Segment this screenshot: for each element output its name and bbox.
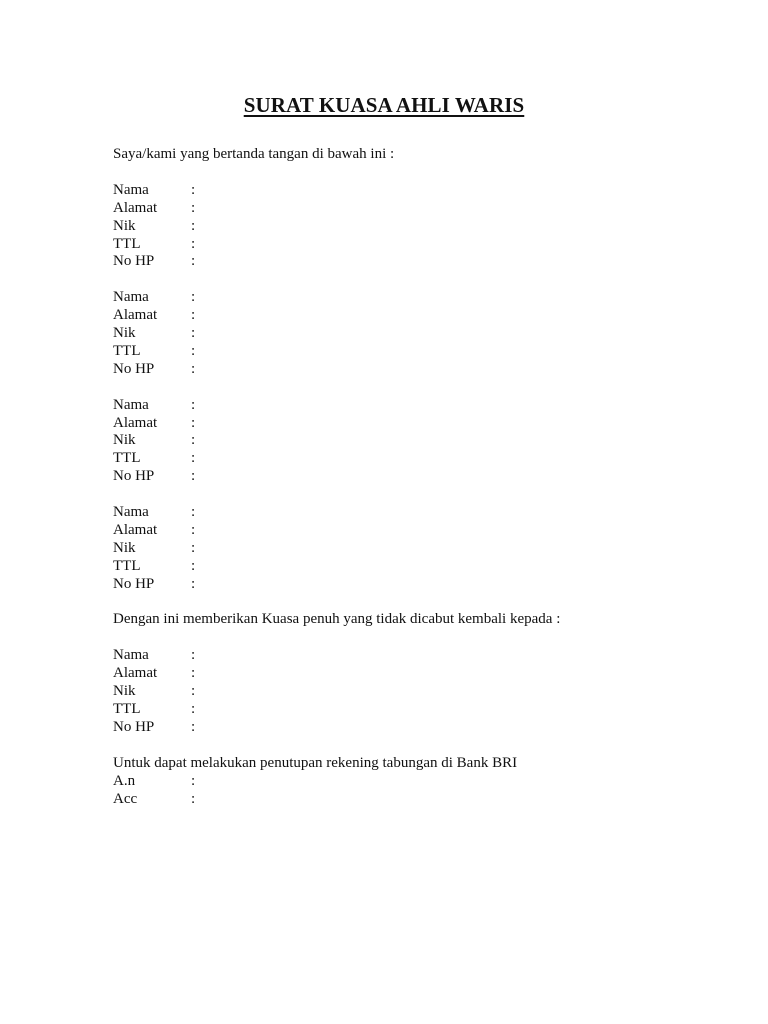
field-separator: :	[191, 342, 196, 359]
field-label: No HP	[113, 575, 155, 592]
field-separator: :	[191, 790, 196, 807]
field-row	[113, 432, 673, 450]
field-separator: :	[191, 683, 196, 700]
field-label: TTL	[113, 342, 141, 359]
field-row	[113, 218, 673, 236]
field-label: Nama	[113, 396, 149, 413]
field-label: Nik	[113, 217, 136, 234]
field-label: Nik	[113, 432, 136, 449]
field-label: No HP	[113, 360, 155, 377]
account-block	[113, 773, 673, 809]
field-separator: :	[191, 414, 196, 431]
field-separator: :	[191, 701, 196, 717]
field-row	[113, 468, 673, 486]
grantor-block	[113, 289, 673, 379]
field-label: Alamat	[113, 307, 158, 324]
field-separator: :	[191, 557, 196, 574]
field-label: No HP	[113, 718, 155, 735]
field-row	[113, 701, 673, 719]
field-row	[113, 576, 673, 594]
field-separator: :	[191, 199, 196, 216]
field-row	[113, 182, 673, 200]
field-separator: :	[191, 253, 196, 270]
field-row	[113, 683, 673, 701]
field-label: Alamat	[113, 665, 158, 682]
field-row	[113, 773, 673, 791]
field-row	[113, 647, 673, 665]
field-label: No HP	[113, 468, 155, 485]
field-separator: :	[191, 772, 196, 789]
purpose-text: Untuk dapat melakukan penutupan rekening tabungan di Bank BRI	[113, 754, 518, 771]
field-separator: :	[191, 432, 196, 449]
field-label: TTL	[113, 450, 141, 467]
field-row	[113, 361, 673, 379]
grant-statement: Dengan ini memberikan Kuasa penuh yang tidak dicabut kembali kepada :	[113, 611, 561, 628]
field-label: Alamat	[113, 414, 158, 431]
field-label: Acc	[113, 790, 138, 807]
field-label: No HP	[113, 253, 155, 270]
field-row	[113, 343, 673, 361]
field-row	[113, 719, 673, 737]
field-separator: :	[191, 360, 196, 377]
field-separator: :	[191, 325, 196, 342]
field-label: TTL	[113, 701, 141, 717]
field-separator: :	[191, 396, 196, 413]
field-separator: :	[191, 181, 196, 198]
field-row	[113, 307, 673, 325]
field-separator: :	[191, 289, 196, 306]
grantor-block	[113, 182, 673, 272]
field-separator: :	[191, 235, 196, 252]
intro-text: Saya/kami yang bertanda tangan di bawah ini :	[113, 146, 395, 162]
grantee-block	[113, 647, 673, 737]
field-row	[113, 415, 673, 433]
field-separator: :	[191, 468, 196, 485]
field-row	[113, 558, 673, 576]
field-separator: :	[191, 718, 196, 735]
field-label: Nik	[113, 683, 136, 700]
field-row	[113, 522, 673, 540]
field-separator: :	[191, 665, 196, 682]
field-separator: :	[191, 217, 196, 234]
field-label: Alamat	[113, 199, 158, 216]
field-separator: :	[191, 307, 196, 324]
field-row	[113, 665, 673, 683]
field-label: TTL	[113, 235, 141, 252]
field-row	[113, 540, 673, 558]
field-label: Nama	[113, 504, 149, 521]
field-separator: :	[191, 504, 196, 521]
field-row	[113, 397, 673, 415]
field-label: Alamat	[113, 521, 158, 538]
field-row	[113, 450, 673, 468]
document-body	[113, 146, 673, 808]
field-label: Nama	[113, 289, 149, 306]
field-row	[113, 236, 673, 254]
field-separator: :	[191, 539, 196, 556]
field-row	[113, 325, 673, 343]
field-row	[113, 200, 673, 218]
field-label: Nama	[113, 181, 149, 198]
field-separator: :	[191, 521, 196, 538]
field-row	[113, 289, 673, 307]
field-row	[113, 253, 673, 271]
field-separator: :	[191, 450, 196, 467]
grantor-block	[113, 397, 673, 487]
field-label: TTL	[113, 557, 141, 574]
field-label: Nama	[113, 647, 149, 664]
field-row	[113, 791, 673, 809]
field-separator: :	[191, 647, 196, 664]
field-label: Nik	[113, 325, 136, 342]
field-label: Nik	[113, 539, 136, 556]
grantor-block	[113, 504, 673, 594]
field-row	[113, 504, 673, 522]
document-title: SURAT KUASA AHLI WARIS	[243, 93, 525, 117]
field-label: A.n	[113, 772, 136, 789]
field-separator: :	[191, 575, 196, 592]
